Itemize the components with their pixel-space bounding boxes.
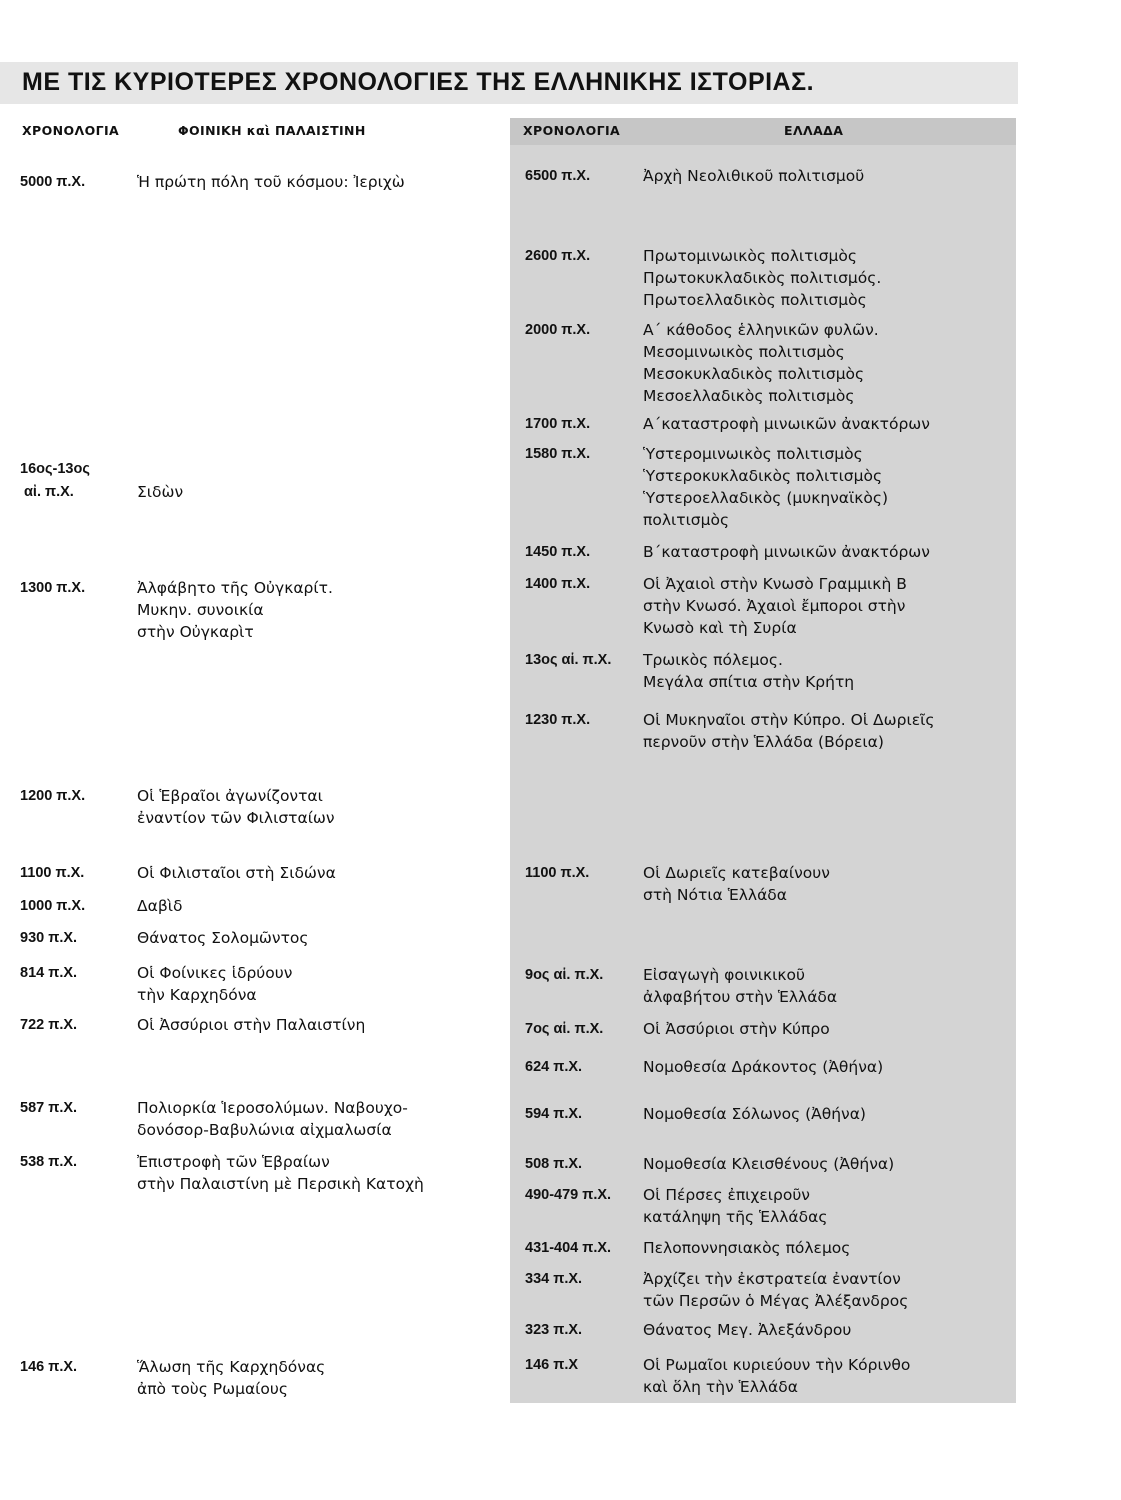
entry-text: Α΄καταστροφὴ μινωικῶν ἀνακτόρων bbox=[643, 415, 930, 433]
entry-date: 431-404 π.Χ. bbox=[525, 1240, 612, 1256]
entry-text: Α΄ κάθοδος ἑλληνικῶν φυλῶν. bbox=[643, 321, 879, 339]
entry-date: 1100 π.Χ. bbox=[20, 865, 85, 881]
entry-date: 146 π.Χ bbox=[525, 1357, 579, 1373]
entry-text: Μεσοκυκλαδικὸς πολιτισμὸς bbox=[643, 365, 865, 383]
entry-date: 1580 π.Χ. bbox=[525, 446, 591, 462]
entry-text: Οἱ Ἑβραῖοι ἀγωνίζονται bbox=[137, 787, 323, 805]
entry-text: Μεσομινωικὸς πολιτισμὸς bbox=[643, 343, 845, 361]
entry-date: 930 π.Χ. bbox=[20, 930, 78, 946]
right-topic-header: ΕΛΛΑΔΑ bbox=[784, 123, 844, 138]
entry-text: Οἱ Φιλισταῖοι στὴ Σιδώνα bbox=[137, 864, 336, 882]
entry-text: κατάληψη τῆς Ἑλλάδας bbox=[643, 1208, 828, 1226]
entry-date: 2600 π.Χ. bbox=[525, 248, 591, 264]
entry-date: 538 π.Χ. bbox=[20, 1154, 78, 1170]
page-title: ΜΕ ΤΙΣ ΚΥΡΙΟΤΕΡΕΣ ΧΡΟΝΟΛΟΓΙΕΣ ΤΗΣ ΕΛΛΗΝΙΚΗΣ ΙΣΤΟΡΙΑΣ. bbox=[22, 68, 815, 96]
entry-text: Πρωτοκυκλαδικὸς πολιτισμός. bbox=[643, 269, 882, 287]
entry-date: 490-479 π.Χ. bbox=[525, 1187, 612, 1203]
entry-text: Μεγάλα σπίτια στὴν Κρήτη bbox=[643, 673, 855, 691]
entry-text: καὶ ὅλη τὴν Ἑλλάδα bbox=[643, 1378, 798, 1396]
entry-date: 1000 π.Χ. bbox=[20, 898, 86, 914]
entry-text: Μεσοελλαδικὸς πολιτισμὸς bbox=[643, 387, 855, 405]
right-date-header: ΧΡΟΝΟΛΟΓΙΑ bbox=[523, 123, 621, 138]
entry-text: Οἱ Πέρσες ἐπιχειροῦν bbox=[643, 1186, 810, 1204]
entry-text: Οἱ Ἀσσύριοι στὴν Παλαιστίνη bbox=[137, 1016, 366, 1034]
entry-text: στὴ Νότια Ἑλλάδα bbox=[643, 886, 787, 904]
entry-text: πολιτισμὸς bbox=[643, 511, 730, 529]
entry-date: 323 π.Χ. bbox=[525, 1322, 583, 1338]
entry-text: Πρωτομινωικὸς πολιτισμὸς bbox=[643, 247, 857, 265]
entry-date: 1700 π.Χ. bbox=[525, 416, 591, 432]
entry-text: Β΄καταστροφὴ μινωικῶν ἀνακτόρων bbox=[643, 543, 930, 561]
entry-text: Εἰσαγωγὴ φοινικικοῦ bbox=[643, 966, 805, 984]
entry-text: Νομοθεσία Δράκοντος (Ἀθήνα) bbox=[643, 1058, 884, 1076]
entry-text: Νομοθεσία Σόλωνος (Ἀθήνα) bbox=[643, 1105, 866, 1123]
entry-text: δονόσορ-Βαβυλώνια αἰχμαλωσία bbox=[137, 1121, 392, 1139]
entry-date: 13ος αἱ. π.Χ. bbox=[525, 652, 612, 668]
entry-text: Ἀλφάβητο τῆς Οὐγκαρίτ. bbox=[137, 579, 333, 597]
entry-date: 587 π.Χ. bbox=[20, 1100, 78, 1116]
entry-text: Θάνατος Μεγ. Ἀλεξάνδρου bbox=[643, 1321, 852, 1339]
entry-date: 624 π.Χ. bbox=[525, 1059, 583, 1075]
entry-text: ἀπὸ τοὺς Ρωμαίους bbox=[137, 1380, 288, 1398]
entry-text: Οἱ Ρωμαῖοι κυριεύουν τὴν Κόρινθο bbox=[643, 1356, 911, 1374]
entry-text: Οἱ Ἀσσύριοι στὴν Κύπρο bbox=[643, 1020, 830, 1038]
entry-date: 722 π.Χ. bbox=[20, 1017, 78, 1033]
entry-text: Νομοθεσία Κλεισθένους (Ἀθήνα) bbox=[643, 1155, 895, 1173]
entry-text: Πελοποννησιακὸς πόλεμος bbox=[643, 1239, 851, 1257]
entry-text: ἀλφαβήτου στὴν Ἑλλάδα bbox=[643, 988, 838, 1006]
entry-text: Μυκην. συνοικία bbox=[137, 601, 264, 619]
entry-date: 1450 π.Χ. bbox=[525, 544, 591, 560]
entry-text: Ὑστεροελλαδικὸς (μυκηναϊκὸς) bbox=[643, 489, 889, 507]
entry-date: 1400 π.Χ. bbox=[525, 576, 591, 592]
entry-date: 334 π.Χ. bbox=[525, 1271, 583, 1287]
entry-text: Κνωσὸ καὶ τὴ Συρία bbox=[643, 619, 797, 637]
entry-text: Οἱ Μυκηναῖοι στὴν Κύπρο. Οἱ Δωριεῖς bbox=[643, 711, 935, 729]
entry-text: Πρωτοελλαδικὸς πολιτισμὸς bbox=[643, 291, 867, 309]
entry-date: 6500 π.Χ. bbox=[525, 168, 591, 184]
entry-text: Ἡ πρώτη πόλη τοῦ κόσμου: Ἰεριχὼ bbox=[137, 173, 405, 191]
entry-date: αἰ. π.Χ. bbox=[24, 484, 74, 500]
entry-date: 16ος-13ος bbox=[20, 461, 90, 477]
entry-date: 594 π.Χ. bbox=[525, 1106, 583, 1122]
entry-text: τῶν Περσῶν ὁ Μέγας Ἀλέξανδρος bbox=[643, 1292, 909, 1310]
entry-date: 5000 π.Χ. bbox=[20, 174, 86, 190]
entry-date: 7ος αἱ. π.Χ. bbox=[525, 1021, 604, 1037]
left-date-header: ΧΡΟΝΟΛΟΓΙΑ bbox=[22, 123, 120, 138]
entry-text: Ἐπιστροφὴ τῶν Ἑβραίων bbox=[137, 1153, 330, 1171]
entry-text: Ἀρχίζει τὴν ἐκστρατεία ἐναντίον bbox=[643, 1270, 901, 1288]
entry-text: Σιδὼν bbox=[137, 483, 184, 501]
entry-text: Ὑστερομινωικὸς πολιτισμὸς bbox=[643, 445, 863, 463]
entry-text: Θάνατος Σολομῶντος bbox=[137, 929, 309, 947]
entry-date: 1230 π.Χ. bbox=[525, 712, 591, 728]
entry-date: 1100 π.Χ. bbox=[525, 865, 590, 881]
entry-text: Οἱ Φοίνικες ἱδρύουν bbox=[137, 964, 293, 982]
entry-text: Οἱ Ἀχαιοὶ στὴν Κνωσὸ Γραμμικὴ Β bbox=[643, 575, 907, 593]
entry-date: 814 π.Χ. bbox=[20, 965, 78, 981]
entry-text: Δαβὶδ bbox=[137, 897, 183, 915]
entry-text: Ὑστεροκυκλαδικὸς πολιτισμὸς bbox=[643, 467, 883, 485]
entry-date: 508 π.Χ. bbox=[525, 1156, 583, 1172]
entry-date: 146 π.Χ. bbox=[20, 1359, 78, 1375]
entry-text: στὴν Οὐγκαρὶτ bbox=[137, 623, 254, 641]
entry-text: Τρωικὸς πόλεμος. bbox=[643, 651, 783, 669]
entry-date: 1200 π.Χ. bbox=[20, 788, 86, 804]
entry-text: περνοῦν στὴν Ἑλλάδα (Βόρεια) bbox=[643, 733, 884, 751]
left-topic-header: ΦΟΙΝΙΚΗ καὶ ΠΑΛΑΙΣΤΙΝΗ bbox=[178, 123, 366, 138]
entry-date: 9ος αἱ. π.Χ. bbox=[525, 967, 604, 983]
entry-text: ἐναντίον τῶν Φιλισταίων bbox=[137, 809, 335, 827]
entry-date: 1300 π.Χ. bbox=[20, 580, 86, 596]
entry-text: Οἱ Δωριεῖς κατεβαίνουν bbox=[643, 864, 830, 882]
entry-text: τὴν Καρχηδόνα bbox=[137, 986, 257, 1004]
entry-date: 2000 π.Χ. bbox=[525, 322, 591, 338]
entry-text: στὴν Κνωσό. Ἀχαιοὶ ἔμποροι στὴν bbox=[643, 597, 906, 615]
entry-text: Ἅλωση τῆς Καρχηδόνας bbox=[137, 1358, 326, 1376]
entry-text: στὴν Παλαιστίνη μὲ Περσικὴ Κατοχὴ bbox=[137, 1175, 424, 1193]
entry-text: Πολιορκία Ἱεροσολύμων. Ναβουχο- bbox=[137, 1099, 408, 1117]
entry-text: Ἀρχὴ Νεολιθικοῦ πολιτισμοῦ bbox=[643, 167, 865, 185]
